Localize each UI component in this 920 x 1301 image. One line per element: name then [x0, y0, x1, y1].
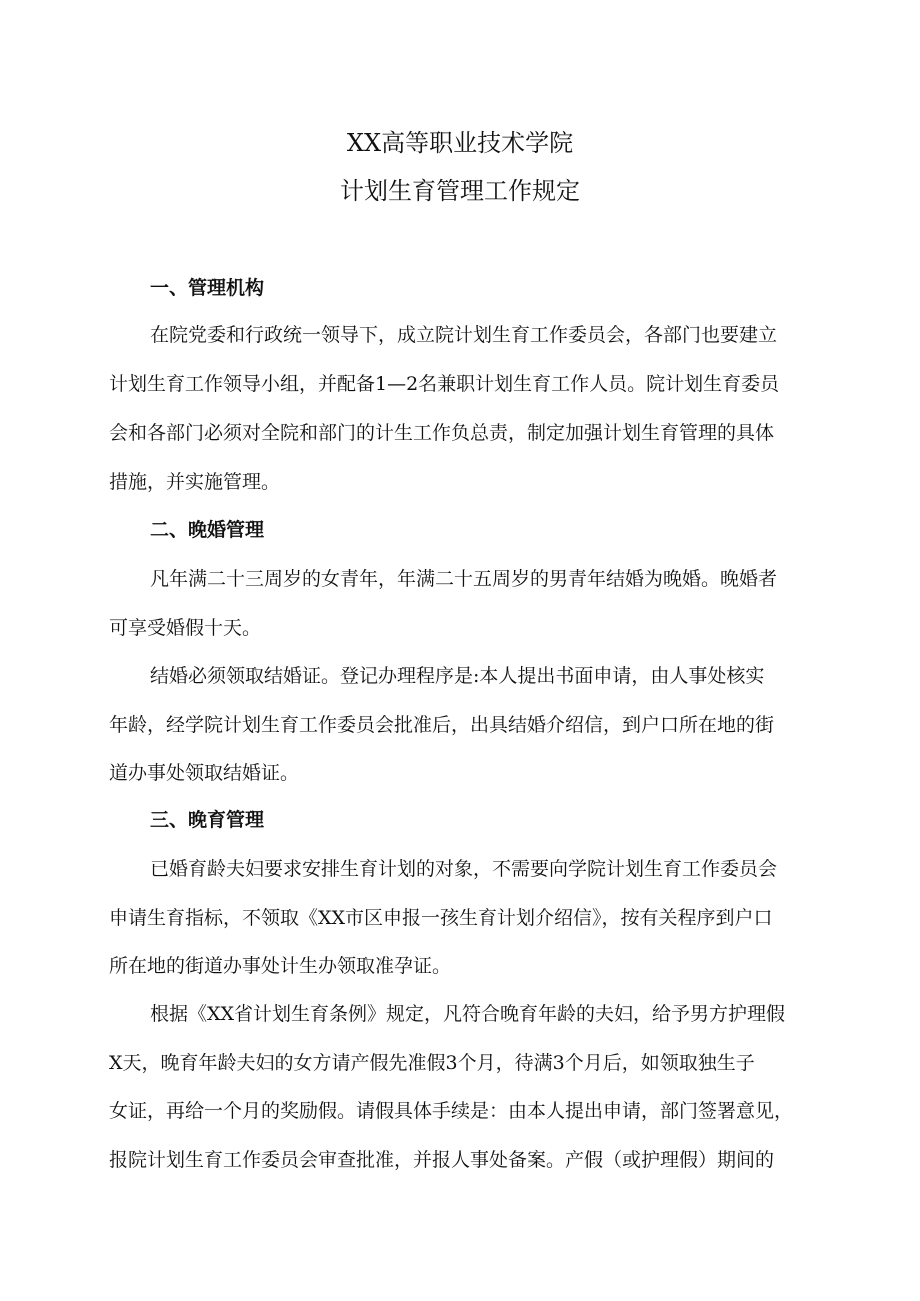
- paragraph-line: 凡年满二十三周岁的女青年，年满二十五周岁的男青年结婚为晚婚。晚婚者: [150, 568, 778, 590]
- paragraph-line: 计划生育工作领导小组，并配备1—2名兼职计划生育工作人员。院计划生育委员: [109, 373, 780, 395]
- section-heading-late-marriage: 二、晚婚管理: [150, 519, 265, 541]
- paragraph-line: 根据《XX省计划生育条例》规定，凡符合晚育年龄的夫妇，给予男方护理假: [150, 1003, 786, 1025]
- document-title-line2: 计划生育管理工作规定: [340, 177, 580, 205]
- paragraph-line: 结婚必须领取结婚证。登记办理程序是:本人提出书面申请，由人事处核实: [150, 665, 765, 687]
- paragraph-line: 可享受婚假十天。: [109, 617, 262, 639]
- section-heading-management-organization: 一、管理机构: [150, 277, 265, 299]
- paragraph-line: 措施，并实施管理。: [109, 471, 281, 493]
- paragraph-line: 女证，再给一个月的奖励假。请假具体手续是：由本人提出申请，部门签署意见，: [109, 1100, 794, 1122]
- paragraph-line: 在院党委和行政统一领导下，成立院计划生育工作委员会，各部门也要建立: [150, 324, 778, 346]
- paragraph-line: 道办事处领取结婚证。: [109, 762, 300, 784]
- paragraph-line: 报院计划生育工作委员会审查批准，并报人事处备案。产假（或护理假）期间的: [109, 1149, 775, 1171]
- paragraph-line: 已婚育龄夫妇要求安排生育计划的对象，不需要向学院计划生育工作委员会: [150, 858, 778, 880]
- paragraph-line: 年龄，经学院计划生育工作委员会批准后，出具结婚介绍信，到户口所在地的街: [109, 714, 775, 736]
- section-heading-late-childbirth: 三、晚育管理: [150, 809, 265, 831]
- document-title-line1: XX高等职业技术学院: [346, 129, 574, 157]
- paragraph-line: X天，晚育年龄夫妇的女方请产假先准假3个月，待满3个月后，如领取独生子: [109, 1052, 755, 1074]
- paragraph-line: 申请生育指标，不领取《XX市区申报一孩生育计划介绍信》，按有关程序到户口: [109, 907, 773, 929]
- paragraph-line: 所在地的街道办事处计生办领取准孕证。: [109, 955, 452, 977]
- paragraph-line: 会和各部门必须对全院和部门的计生工作负总责，制定加强计划生育管理的具体: [109, 422, 775, 444]
